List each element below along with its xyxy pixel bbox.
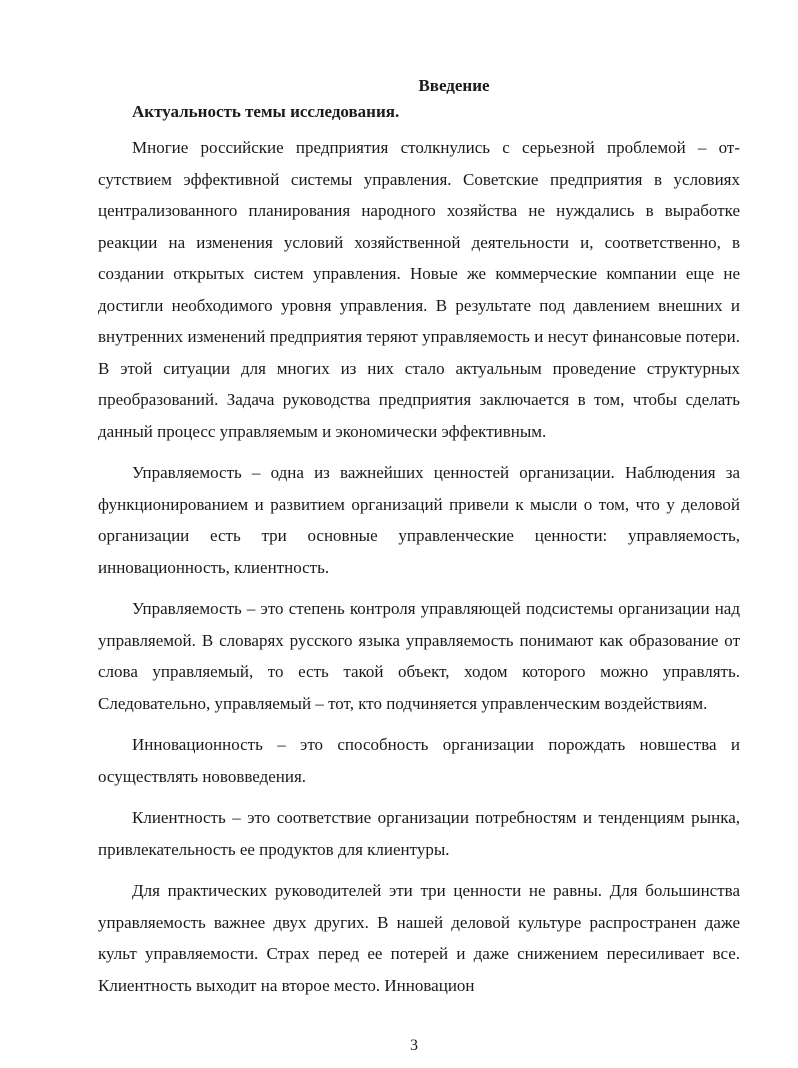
section-heading: Актуальность темы исследования. xyxy=(132,102,400,121)
page-number: 3 xyxy=(410,1037,418,1054)
paragraph-5: Клиентность – это соответствие организации потребностям и тенденциям рынка, привлекательность ее продуктов для клиентуры. xyxy=(98,808,740,859)
paragraph-1: Многие российские предприятия столкнулись с серьезной проблемой – отсутствием эффективной системы управления. Советские предприятия в условиях централизованного планирования народного хозяйства не нуждались в выработке реакции на изменения условий хозяйственной деятельности и, соответственно, в создании открытых систем управления. Новые же коммерческие компании еще не достигли необходимого уровня управления. В результате под давлением внешних и внутренних изменений предприятия теряют управляемость и несут финансовые потери. В этой ситуации для многих из них стало актуальным проведение структурных преобразований. Задача руководства предприятия заключается в том, чтобы сделать данный процесс управляемым и экономически эффективным. xyxy=(98,138,740,441)
paragraph-6: Для практических руководителей эти три ценности не равны. Для большинства управляемость важнее двух других. В нашей деловой культуре распространен даже культ управляемости. Страх перед ее потерей и даже снижением пересиливает все. Клиентность выходит на второе место. Инновацион xyxy=(98,881,740,995)
paragraph-3: Управляемость – это степень контроля управляющей подсистемы организации над управляемой. В словарях русского языка управляемость понимают как образование от слова управляемый, то есть такой объект, ходом которого можно управлять. Следовательно, управляемый – тот, кто подчиняется управленческим воздействиям. xyxy=(98,599,740,713)
paragraph-2: Управляемость – одна из важнейших ценностей организации. Наблюдения за функционированием и развитием организаций привели к мысли о том, что у деловой организации есть три основные управленческие ценности: управляемость, инновационность, клиентность. xyxy=(98,463,740,577)
page-title: Введение xyxy=(418,76,490,95)
paragraph-4: Инновационность – это способность организации порождать новшества и осуществлять нововведения. xyxy=(98,735,740,786)
